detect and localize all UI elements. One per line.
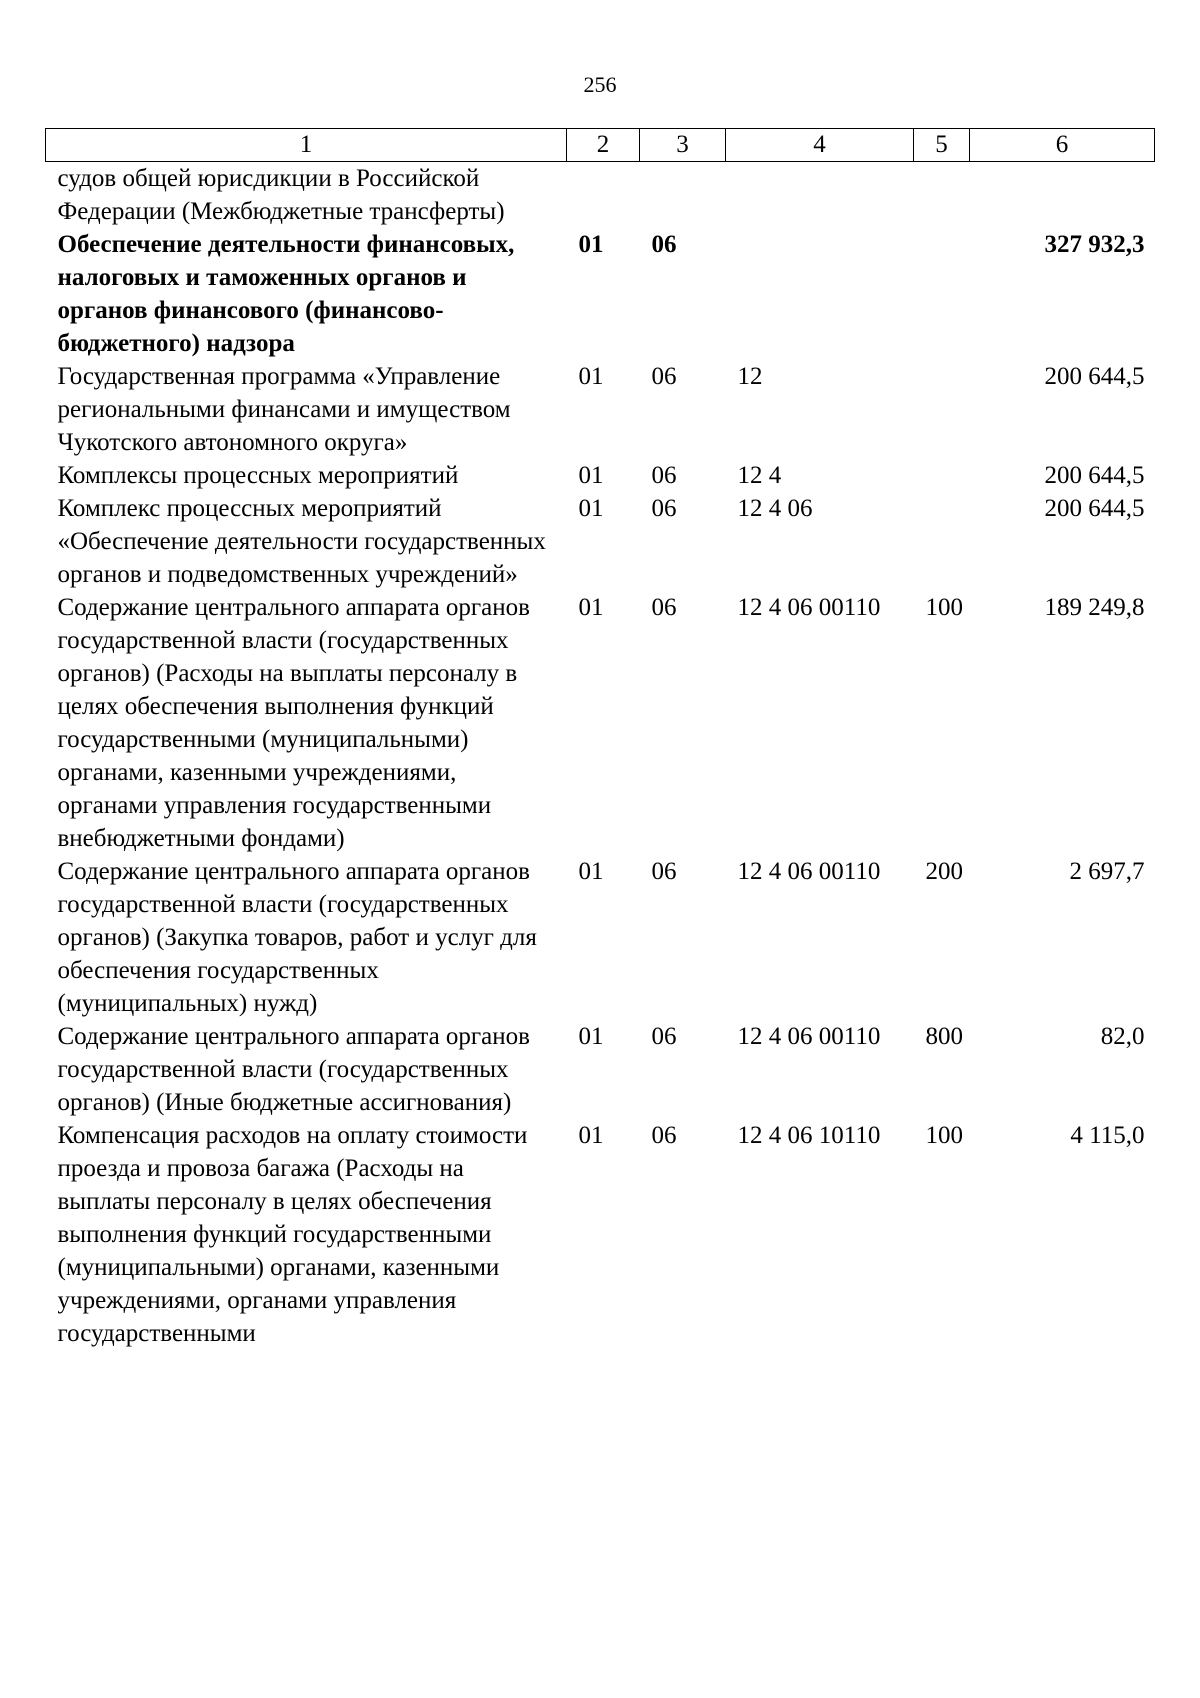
table-row bbox=[46, 228, 1155, 360]
column-header-3: 3 bbox=[640, 129, 726, 162]
row-target-article: 12 4 06 bbox=[737, 495, 813, 522]
table-row bbox=[46, 1119, 1155, 1350]
row-target-article: 12 bbox=[737, 363, 763, 390]
row-name: Содержание центрального аппарата органов государственной власти (государственных органов) (Иные бюджетные ассигнования) bbox=[57, 1023, 530, 1116]
row-name: Обеспечение деятельности финансовых, налоговых и таможенных органов и органов финансового (финансово-бюджетного) надзора bbox=[57, 231, 515, 357]
row-subsection bbox=[640, 162, 726, 229]
row-subsection: 06 bbox=[651, 1023, 677, 1050]
row-subsection: 06 bbox=[651, 462, 677, 489]
row-expense-type: 200 bbox=[925, 858, 963, 885]
row-name: Комплексы процессных мероприятий bbox=[57, 462, 459, 489]
row-expense-type: 800 bbox=[925, 1023, 963, 1050]
row-name: Компенсация расходов на оплату стоимости проезда и провоза багажа (Расходы на выплаты персоналу в целях обеспечения выполнения функций государственными (муниципальными) органами, казенными учреждениями, органами управления государственными bbox=[57, 1122, 528, 1347]
row-subsection: 06 bbox=[651, 858, 677, 885]
row-name: Комплекс процессных мероприятий «Обеспечение деятельности государственных органов и подведомственных учреждений» bbox=[57, 495, 546, 588]
row-subsection: 06 bbox=[651, 594, 677, 621]
row-target-article bbox=[726, 228, 914, 360]
row-amount: 200 644,5 bbox=[1044, 462, 1145, 489]
table-header bbox=[46, 129, 1155, 162]
row-expense-type bbox=[914, 162, 970, 229]
row-amount: 4 115,0 bbox=[1070, 1122, 1145, 1149]
row-name: Содержание центрального аппарата органов государственной власти (государственных органов) (Закупка товаров, работ и услуг для обеспечения государственных (муниципальных) нужд) bbox=[57, 858, 537, 1017]
row-section: 01 bbox=[578, 363, 604, 390]
row-name: Государственная программа «Управление региональными финансами и имуществом Чукотского автономного округа» bbox=[57, 363, 511, 456]
row-section: 01 bbox=[578, 858, 604, 885]
row-expense-type bbox=[914, 492, 970, 591]
column-header-6: 6 bbox=[970, 129, 1155, 162]
row-amount: 200 644,5 bbox=[1044, 363, 1145, 390]
row-amount: 200 644,5 bbox=[1044, 495, 1145, 522]
row-section: 01 bbox=[578, 1122, 604, 1149]
row-amount: 189 249,8 bbox=[1044, 594, 1145, 621]
row-section: 01 bbox=[578, 594, 604, 621]
row-subsection: 06 bbox=[651, 363, 677, 390]
column-header-2: 2 bbox=[567, 129, 640, 162]
table-header-row bbox=[46, 129, 1155, 162]
row-amount: 2 697,7 bbox=[1069, 858, 1145, 885]
table-row bbox=[46, 591, 1155, 855]
column-header-5: 5 bbox=[914, 129, 970, 162]
row-section: 01 bbox=[578, 495, 604, 522]
row-subsection: 06 bbox=[651, 1122, 677, 1149]
row-amount: 327 932,3 bbox=[1044, 231, 1145, 258]
column-header-1: 1 bbox=[46, 129, 567, 162]
row-expense-type bbox=[914, 228, 970, 360]
row-subsection: 06 bbox=[651, 495, 677, 522]
row-name: Содержание центрального аппарата органов государственной власти (государственных органов) (Расходы на выплаты персоналу в целях обеспечения выполнения функций государственными (муниципальными) органами, казенными учреждениями, органами управления государственными внебюджетными фондами) bbox=[57, 594, 530, 852]
row-name: судов общей юрисдикции в Российской Федерации (Межбюджетные трансферты) bbox=[57, 165, 505, 225]
row-target-article: 12 4 06 00110 bbox=[737, 858, 881, 885]
row-amount bbox=[970, 162, 1155, 229]
row-target-article: 12 4 06 00110 bbox=[737, 594, 881, 621]
row-expense-type bbox=[914, 360, 970, 459]
budget-table bbox=[45, 128, 1155, 1350]
table-row bbox=[46, 162, 1155, 229]
row-section: 01 bbox=[578, 462, 604, 489]
table-row bbox=[46, 492, 1155, 591]
table-body bbox=[46, 162, 1155, 1351]
row-expense-type bbox=[914, 459, 970, 492]
row-section: 01 bbox=[578, 231, 604, 258]
column-header-4: 4 bbox=[726, 129, 914, 162]
table-row bbox=[46, 360, 1155, 459]
row-target-article: 12 4 06 10110 bbox=[737, 1122, 881, 1149]
row-target-article bbox=[726, 162, 914, 229]
row-expense-type: 100 bbox=[925, 594, 963, 621]
table-row bbox=[46, 855, 1155, 1020]
row-target-article: 12 4 bbox=[737, 462, 782, 489]
page-number: 256 bbox=[583, 72, 617, 97]
row-section: 01 bbox=[578, 1023, 604, 1050]
row-expense-type: 100 bbox=[925, 1122, 963, 1149]
table-row bbox=[46, 1020, 1155, 1119]
row-subsection: 06 bbox=[651, 231, 677, 258]
row-section bbox=[567, 162, 640, 229]
row-amount: 82,0 bbox=[1100, 1023, 1145, 1050]
table-row bbox=[46, 459, 1155, 492]
row-target-article: 12 4 06 00110 bbox=[737, 1023, 881, 1050]
